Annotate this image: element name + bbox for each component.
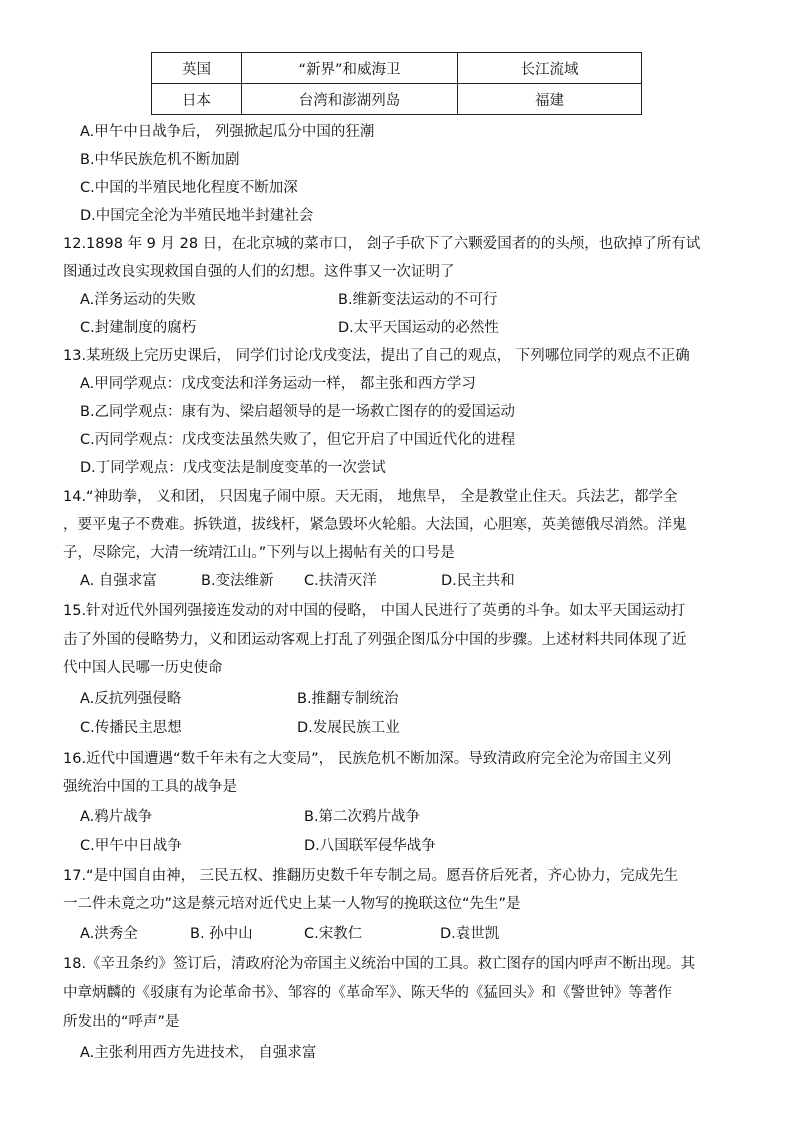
q14-stem-line2: ，要平鬼子不费难。拆铁道，拔线杆，紧急毁坏火轮船。大法国，心胆寒，英美德俄尽消然。洋鬼 [63,517,687,533]
table-cell: 英国 [152,53,242,84]
q17-option-d: D.袁世凯 [440,926,500,942]
table-cell: 日本 [152,84,242,115]
q12-option-a: A.洋务运动的失败 [80,292,196,308]
q11-option-a: A.甲午中日战争后， 列强掀起瓜分中国的狂潮 [80,124,375,140]
q18-stem-line2: 中章炳麟的《驳康有为论革命书》、邹容的《革命军》、陈天华的《猛回头》和《警世钟》等著作 [63,985,672,1001]
q12-stem-line2: 图通过改良实现救国自强的人们的幻想。这件事又一次证明了 [63,264,455,280]
q14-option-a: A. 自强求富 [80,573,157,589]
q16-option-d: D.八国联军侵华战争 [304,838,436,854]
q17-stem-line2: 一二件未竟之功”这是蔡元培对近代史上某一人物写的挽联这位“先生”是 [63,896,521,912]
q17-stem-line1: 17.“是中国自由神， 三民五权、推翻历史数千年专制之局。愿吾侪后死者，齐心协力，完成先生 [63,868,679,884]
q17-option-b: B. 孙中山 [190,926,253,942]
q11-option-c: C.中国的半殖民地化程度不断加深 [80,180,298,196]
table-cell: 台湾和澎湖列岛 [242,84,458,115]
q14-stem-line1: 14.“神助拳， 义和团， 只因鬼子闹中原。天无雨， 地焦旱， 全是教堂止住天。兵法艺，都学全 [63,489,678,505]
table-cell: “新界”和威海卫 [242,53,458,84]
table-cell: 长江流域 [458,53,642,84]
q16-stem-line2: 强统治中国的工具的战争是 [63,779,237,795]
q14-stem-line3: 子，尽除完，大清一统靖江山。”下列与以上揭帖有关的口号是 [63,545,455,561]
q16-option-b: B.第二次鸦片战争 [304,809,421,825]
q15-stem-line1: 15.针对近代外国列强接连发动的对中国的侵略， 中国人民进行了英勇的斗争。如太平天国运动打 [63,603,686,619]
table-cell: 福建 [458,84,642,115]
q11-option-b: B.中华民族危机不断加剧 [80,152,240,168]
q12-option-b: B.维新变法运动的不可行 [338,292,498,308]
q17-option-c: C.宋教仁 [304,926,363,942]
q12-option-d: D.太平天国运动的必然性 [338,320,499,336]
q15-stem-line3: 代中国人民哪一历史使命 [63,660,223,676]
q13-option-b: B.乙同学观点：康有为、梁启超领导的是一场救亡图存的的爱国运动 [80,404,516,420]
q13-option-c: C.丙同学观点：戊戌变法虽然失败了，但它开启了中国近代化的进程 [80,432,516,448]
q18-option-a: A.主张利用西方先进技术， 自强求富 [80,1045,317,1061]
q11-option-d: D.中国完全沦为半殖民地半封建社会 [80,208,314,224]
q13-option-a: A.甲同学观点：戊戌变法和洋务运动一样， 都主张和西方学习 [80,376,476,392]
q15-option-d: D.发展民族工业 [297,720,400,736]
q14-option-c: C.扶清灭洋 [304,573,377,589]
table-row [152,84,642,115]
q16-option-a: A.鸦片战争 [80,809,153,825]
spheres-of-influence-table [151,52,642,115]
q17-option-a: A.洪秀全 [80,926,138,942]
table-row [152,53,642,84]
q15-option-a: A.反抗列强侵略 [80,691,182,707]
q18-stem-line3: 所发出的“呼声”是 [63,1014,180,1030]
q12-stem-line1: 12.1898 年 9 月 28 日，在北京城的菜市口， 刽子手砍下了六颗爱国者的的头颅，也砍掉了所有试 [63,236,701,252]
q14-option-b: B.变法维新 [201,573,274,589]
q12-option-c: C.封建制度的腐朽 [80,320,197,336]
q16-stem-line1: 16.近代中国遭遇“数千年未有之大变局”， 民族危机不断加深。导致清政府完全沦为帝国主义列 [63,751,672,767]
q15-stem-line2: 击了外国的侵略势力，义和团运动客观上打乱了列强企图瓜分中国的步骤。上述材料共同体现了近 [63,632,687,648]
q13-option-d: D.丁同学观点：戊戌变法是制度变革的一次尝试 [80,460,386,476]
q15-option-b: B.推翻专制统治 [297,691,399,707]
q15-option-c: C.传播民主思想 [80,720,182,736]
q13-stem: 13.某班级上完历史课后， 同学们讨论戊戌变法，提出了自己的观点， 下列哪位同学的观点不正确 [63,348,690,364]
q14-option-d: D.民主共和 [441,573,515,589]
q18-stem-line1: 18.《辛丑条约》签订后，清政府沦为帝国主义统治中国的工具。救亡图存的国内呼声不断出现。其 [63,956,696,972]
q16-option-c: C.甲午中日战争 [80,838,182,854]
